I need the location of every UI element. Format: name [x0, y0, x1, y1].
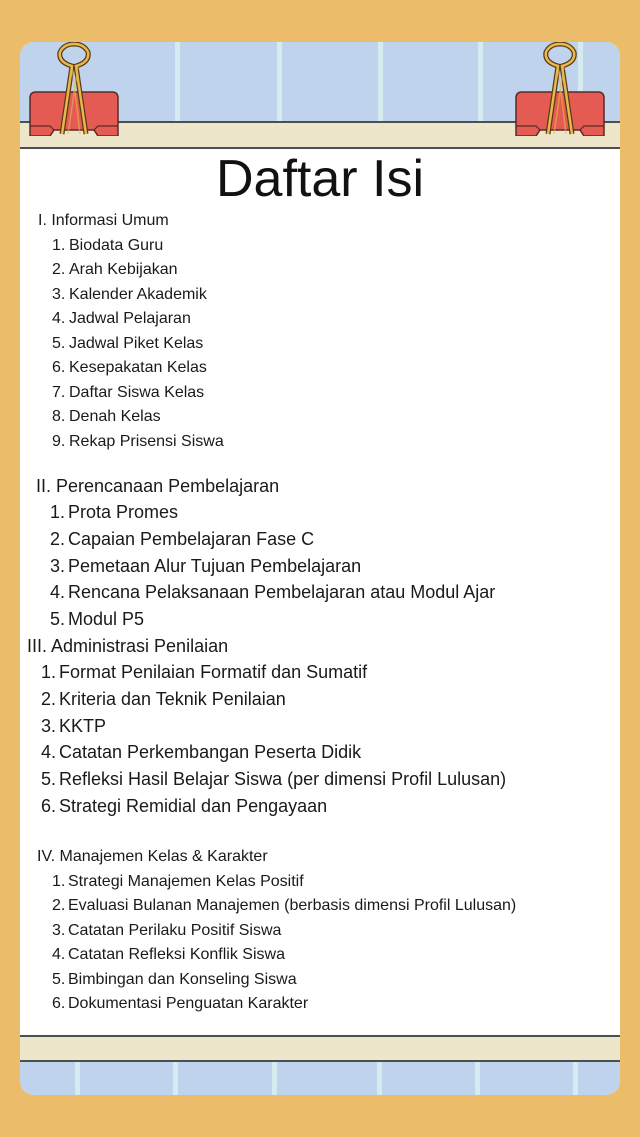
list-item[interactable]: 3. Kalender Akademik [52, 286, 207, 303]
list-item[interactable]: 2. Capaian Pembelajaran Fase C [50, 529, 315, 549]
list-item[interactable]: 2. Kriteria dan Teknik Penilaian [41, 689, 286, 709]
section-heading: IV. Manajemen Kelas & Karakter [37, 848, 268, 865]
list-item[interactable]: 1. Biodata Guru [52, 237, 164, 254]
band-stripe [478, 42, 483, 122]
band-stripe [175, 42, 180, 122]
section-heading: I. Informasi Umum [38, 212, 169, 229]
section-heading: II. Perencanaan Pembelajaran [36, 476, 280, 496]
page-title: Daftar Isi [215, 150, 425, 208]
band-stripe [75, 1062, 80, 1095]
binder-clip-icon [28, 42, 120, 136]
binder-clip-icon [514, 42, 606, 136]
section-heading: III. Administrasi Penilaian [27, 636, 229, 656]
list-item[interactable]: 7. Daftar Siswa Kelas [52, 384, 205, 401]
list-item[interactable]: 5. Modul P5 [50, 609, 145, 629]
list-item[interactable]: 2. Arah Kebijakan [52, 261, 178, 278]
band-stripe [378, 42, 383, 122]
band-stripe [475, 1062, 480, 1095]
list-item[interactable]: 3. Catatan Perilaku Positif Siswa [52, 922, 282, 939]
list-item[interactable]: 4. Catatan Perkembangan Peserta Didik [41, 742, 362, 762]
list-item[interactable]: 6. Dokumentasi Penguatan Karakter [52, 995, 309, 1012]
band-stripe [277, 42, 282, 122]
list-item[interactable]: 9. Rekap Prisensi Siswa [52, 433, 224, 450]
bottom-band [20, 1062, 620, 1095]
list-item[interactable]: 4. Catatan Refleksi Konflik Siswa [52, 946, 285, 963]
list-item[interactable]: 5. Refleksi Hasil Belajar Siswa (per dimensi Profil Lulusan) [41, 769, 507, 789]
list-item[interactable]: 6. Strategi Remidial dan Pengayaan [41, 796, 328, 816]
bottom-beige-band [20, 1037, 620, 1061]
list-item[interactable]: 5. Jadwal Piket Kelas [52, 335, 204, 352]
band-stripe [377, 1062, 382, 1095]
list-item[interactable]: 8. Denah Kelas [52, 408, 161, 425]
list-item[interactable]: 2. Evaluasi Bulanan Manajemen (berbasis dimensi Profil Lulusan) [52, 897, 517, 914]
list-item[interactable]: 3. Pemetaan Alur Tujuan Pembelajaran [50, 556, 362, 576]
band-stripe [272, 1062, 277, 1095]
list-item[interactable]: 1. Strategi Manajemen Kelas Positif [52, 873, 304, 890]
list-item[interactable]: 4. Rencana Pelaksanaan Pembelajaran atau Modul Ajar [50, 582, 496, 602]
list-item[interactable]: 5. Bimbingan dan Konseling Siswa [52, 971, 297, 988]
list-item[interactable]: 1. Format Penilaian Formatif dan Sumatif [41, 662, 368, 682]
band-stripe [173, 1062, 178, 1095]
band-stripe [573, 1062, 578, 1095]
list-item[interactable]: 1. Prota Promes [50, 502, 179, 522]
list-item[interactable]: 3. KKTP [41, 716, 107, 736]
list-item[interactable]: 4. Jadwal Pelajaran [52, 310, 191, 327]
list-item[interactable]: 6. Kesepakatan Kelas [52, 359, 207, 376]
